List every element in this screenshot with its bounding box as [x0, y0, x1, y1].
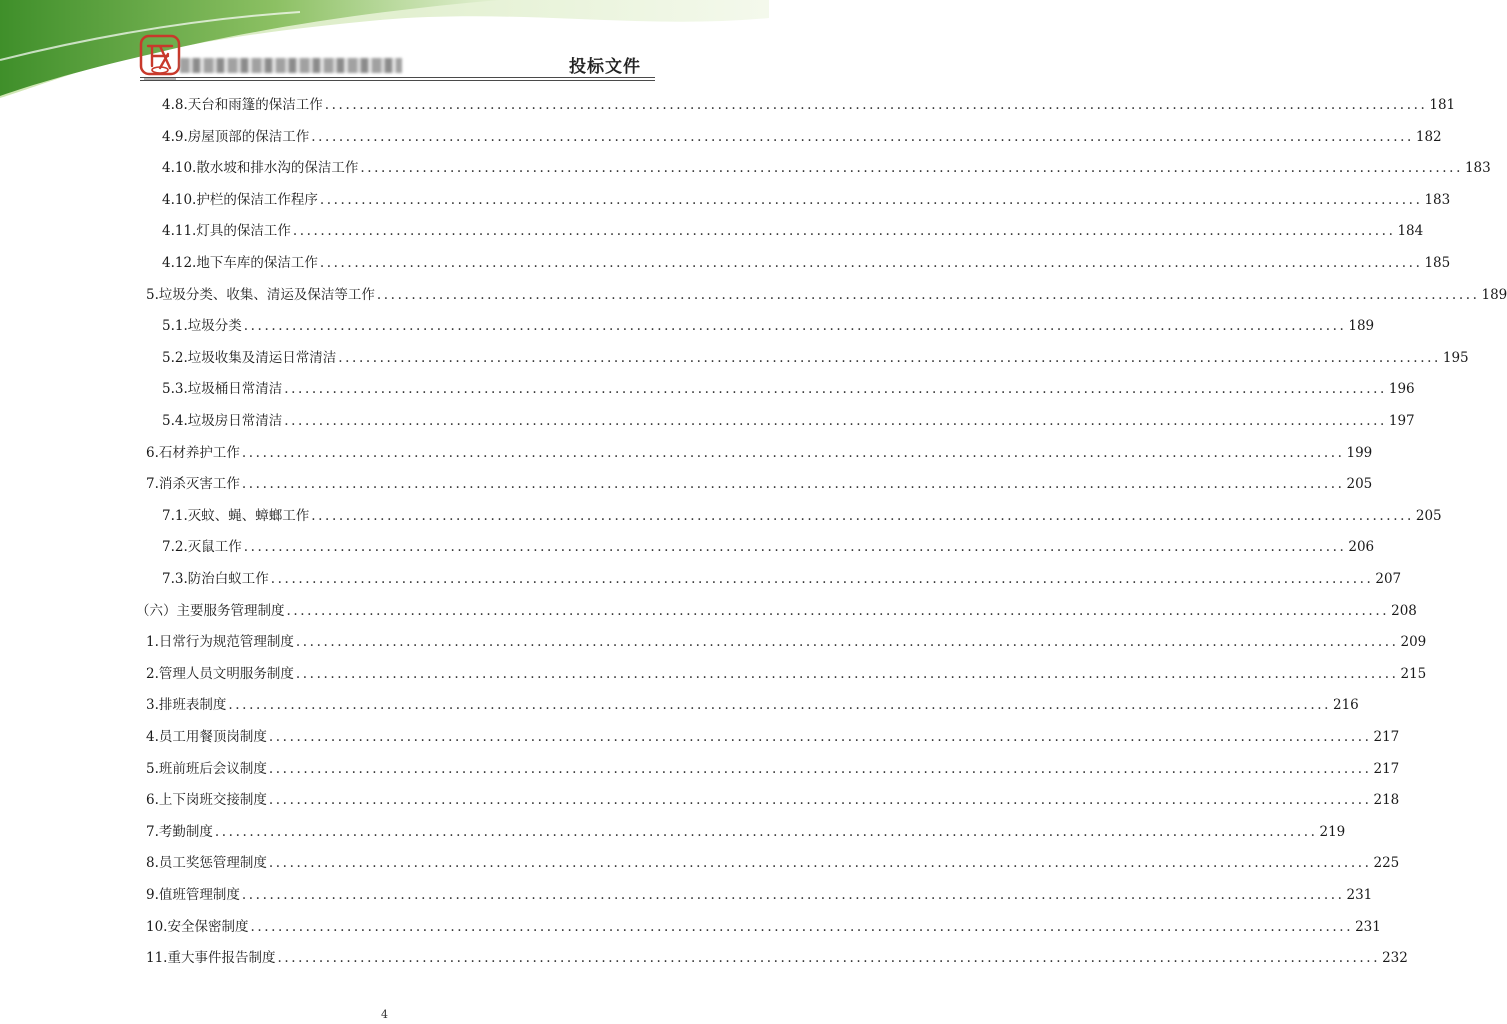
toc-entry[interactable]: [162, 378, 1415, 400]
toc-entry-label: 7.考勤制度: [146, 823, 213, 840]
toc-leader-dots: ................................................................................................................................................................: [295, 665, 1399, 682]
toc-entry[interactable]: [146, 821, 1346, 843]
toc-leader-dots: ................................................................................................................................................................: [376, 286, 1480, 303]
toc-entry-page-number: 232: [1382, 950, 1408, 967]
toc-entry-page-number: 231: [1355, 918, 1381, 935]
toc-entry-label: 9.值班管理制度: [146, 887, 240, 903]
toc-entry-label: 7.消杀灭害工作: [146, 476, 240, 493]
toc-entry[interactable]: [162, 347, 1469, 369]
toc-entry-label: 7.3.防治白蚁工作: [162, 571, 269, 587]
toc-entry-page-number: 189: [1348, 318, 1375, 335]
toc-leader-dots: ................................................................................................................................................................: [277, 950, 1381, 967]
toc-leader-dots: ................................................................................................................................................................: [338, 349, 1441, 366]
toc-entry-label: 8.员工奖惩管理制度: [146, 855, 267, 872]
toc-entry[interactable]: [162, 505, 1442, 527]
toc-entry-page-number: 182: [1415, 128, 1442, 145]
toc-entry-label: 1.日常行为规范管理制度: [146, 634, 294, 651]
toc-entry[interactable]: [162, 252, 1451, 274]
toc-leader-dots: ................................................................................................................................................................: [270, 571, 1374, 587]
toc-entry[interactable]: [162, 536, 1375, 558]
toc-entry[interactable]: [162, 568, 1402, 590]
toc-entry[interactable]: [146, 663, 1427, 685]
toc-leader-dots: ................................................................................................................................................................: [311, 128, 1414, 145]
toc-entry-label: 5.班前班后会议制度: [146, 760, 267, 777]
toc-entry-page-number: 185: [1424, 255, 1451, 271]
toc-leader-dots: ................................................................................................................................................................: [324, 97, 1428, 113]
document-type-title: 投标文件: [569, 57, 641, 77]
toc-entry[interactable]: [136, 600, 1417, 622]
toc-entry-label: 2.管理人员文明服务制度: [146, 665, 294, 682]
toc-entry[interactable]: [146, 442, 1373, 464]
toc-entry-label: 4.9.房屋顶部的保洁工作: [162, 128, 310, 145]
toc-entry[interactable]: [146, 852, 1400, 874]
toc-entry[interactable]: [146, 284, 1507, 306]
toc-entry-label: 5.垃圾分类、收集、清运及保洁等工作: [146, 286, 375, 303]
toc-entry[interactable]: [162, 126, 1442, 148]
toc-leader-dots: ................................................................................................................................................................: [284, 381, 1387, 398]
toc-leader-dots: ................................................................................................................................................................: [241, 887, 1345, 903]
toc-leader-dots: ................................................................................................................................................................: [268, 729, 1372, 745]
toc-entry-page-number: 197: [1388, 413, 1415, 429]
toc-entry-label: 6.上下岗班交接制度: [146, 792, 267, 809]
toc-entry[interactable]: [162, 410, 1415, 432]
toc-entry[interactable]: [162, 157, 1491, 179]
toc-entry-page-number: 219: [1319, 823, 1346, 840]
toc-entry-label: 4.10.散水坡和排水沟的保洁工作: [162, 160, 359, 177]
toc-entry-page-number: 183: [1424, 191, 1451, 208]
toc-entry-page-number: 206: [1348, 539, 1375, 556]
toc-leader-dots: ................................................................................................................................................................: [284, 413, 1387, 429]
toc-leader-dots: ................................................................................................................................................................: [319, 255, 1423, 271]
toc-entry-label: 4.11.灯具的保洁工作: [162, 223, 291, 240]
toc-entry-page-number: 205: [1415, 507, 1442, 524]
company-name-blurred: [180, 58, 402, 73]
toc-entry-page-number: 199: [1346, 444, 1373, 461]
toc-entry-page-number: 196: [1388, 381, 1415, 398]
toc-entry-label: 6.石材养护工作: [146, 444, 240, 461]
toc-leader-dots: ................................................................................................................................................................: [268, 855, 1372, 872]
toc-entry-label: 5.1.垃圾分类: [162, 318, 242, 335]
toc-entry-label: 10.安全保密制度: [146, 918, 249, 935]
toc-leader-dots: ................................................................................................................................................................: [311, 507, 1414, 524]
toc-entry[interactable]: [146, 726, 1400, 748]
toc-entry-page-number: 215: [1400, 665, 1427, 682]
toc-entry[interactable]: [146, 758, 1400, 780]
toc-entry-page-number: 217: [1373, 729, 1400, 745]
toc-entry-page-number: 216: [1333, 697, 1359, 714]
toc-leader-dots: ................................................................................................................................................................: [250, 918, 1354, 935]
toc-entry[interactable]: [146, 884, 1373, 906]
toc-entry-label: 4.12.地下车库的保洁工作: [162, 255, 318, 271]
toc-entry-page-number: 181: [1429, 97, 1456, 113]
toc-entry[interactable]: [162, 94, 1456, 116]
toc-entry[interactable]: [162, 315, 1375, 337]
toc-entry-page-number: 218: [1373, 792, 1400, 809]
toc-leader-dots: ................................................................................................................................................................: [228, 697, 1331, 714]
toc-entry[interactable]: [146, 789, 1400, 811]
toc-leader-dots: ................................................................................................................................................................: [241, 476, 1345, 493]
toc-entry[interactable]: [146, 916, 1381, 938]
toc-entry-page-number: 184: [1397, 223, 1424, 240]
toc-entry-label: 5.2.垃圾收集及清运日常清洁: [162, 349, 337, 366]
toc-entry-label: （六）主要服务管理制度: [136, 602, 285, 619]
toc-entry[interactable]: [146, 694, 1359, 716]
toc-entry-label: 7.2.灭鼠工作: [162, 539, 242, 556]
header-background: [0, 0, 769, 105]
toc-leader-dots: ................................................................................................................................................................: [243, 318, 1347, 335]
toc-entry-page-number: 208: [1391, 602, 1417, 619]
toc-entry-label: 3.排班表制度: [146, 697, 227, 714]
toc-entry-label: 4.8.天台和雨篷的保洁工作: [162, 97, 323, 113]
toc-entry-label: 4.员工用餐顶岗制度: [146, 729, 267, 745]
toc-entry[interactable]: [146, 473, 1373, 495]
toc-entry-page-number: 207: [1375, 571, 1402, 587]
toc-entry[interactable]: [146, 947, 1408, 969]
toc-leader-dots: ................................................................................................................................................................: [241, 444, 1345, 461]
toc-entry-page-number: 183: [1464, 160, 1491, 177]
toc-entry-page-number: 205: [1346, 476, 1373, 493]
toc-leader-dots: ................................................................................................................................................................: [268, 792, 1372, 809]
toc-entry-page-number: 231: [1346, 887, 1373, 903]
toc-entry[interactable]: [162, 189, 1451, 211]
page-number: 4: [381, 1008, 388, 1021]
header-rule-top: [140, 77, 655, 78]
toc-entry[interactable]: [146, 631, 1427, 653]
toc-entry-label: 5.3.垃圾桶日常清洁: [162, 381, 283, 398]
toc-entry[interactable]: [162, 220, 1424, 242]
toc-leader-dots: ................................................................................................................................................................: [360, 160, 1463, 177]
toc-leader-dots: ................................................................................................................................................................: [292, 223, 1396, 240]
toc-leader-dots: ................................................................................................................................................................: [295, 634, 1399, 651]
toc-entry-page-number: 195: [1442, 349, 1469, 366]
toc-entry-page-number: 225: [1373, 855, 1400, 872]
toc-entry-label: 5.4.垃圾房日常清洁: [162, 413, 283, 429]
toc-entry-page-number: 217: [1373, 760, 1400, 777]
toc-entry-label: 4.10.护栏的保洁工作程序: [162, 191, 318, 208]
toc-leader-dots: ................................................................................................................................................................: [319, 191, 1423, 208]
toc-leader-dots: ................................................................................................................................................................: [214, 823, 1318, 840]
toc-leader-dots: ................................................................................................................................................................: [268, 760, 1372, 777]
toc-entry-label: 7.1.灭蚊、蝇、蟑螂工作: [162, 507, 310, 524]
toc-entry-page-number: 189: [1481, 286, 1507, 303]
toc-leader-dots: ................................................................................................................................................................: [243, 539, 1347, 556]
toc-entry-page-number: 209: [1400, 634, 1427, 651]
header-rule-bottom: [140, 80, 655, 81]
toc-entry-label: 11.重大事件报告制度: [146, 950, 276, 967]
toc-leader-dots: ................................................................................................................................................................: [286, 602, 1390, 619]
